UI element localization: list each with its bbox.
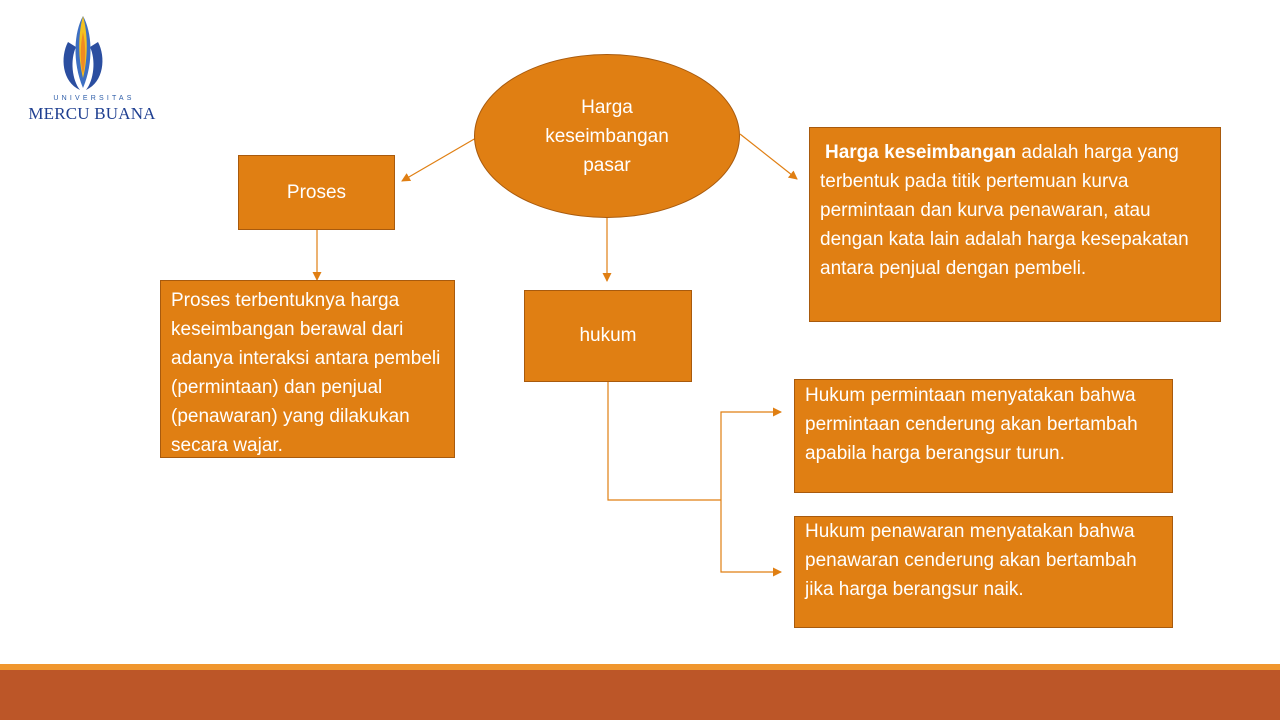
hukum-branch-connector xyxy=(608,382,721,500)
logo-name: MERCU BUANA xyxy=(28,104,156,123)
arrow-hukum-to-permintaan xyxy=(721,412,781,500)
proses-description-node xyxy=(160,280,455,458)
hukum-permintaan-text: Hukum permintaan menyatakan bahwa permintaan cenderung akan bertambah apabila harga berangsur turun. xyxy=(805,385,1138,464)
hukum-penawaran-node xyxy=(794,516,1173,628)
hukum-node xyxy=(524,290,692,382)
footer-band xyxy=(0,670,1280,720)
root-node-ellipse xyxy=(474,54,740,218)
hukum-label: hukum xyxy=(579,325,637,346)
definition-text: adalah harga yang terbentuk pada titik pertemuan kurva permintaan dan kurva penawaran, atau dengan kata lain adalah harga kesepakatan antara penjual dengan pembeli. xyxy=(820,142,1189,279)
definition-node xyxy=(809,127,1221,322)
definition-term: Harga keseimbangan xyxy=(825,142,1017,163)
root-node-label: Harga keseimbangan pasar xyxy=(545,96,669,176)
hukum-permintaan-node xyxy=(794,379,1173,493)
proses-node xyxy=(238,155,395,230)
arrow-root-to-definition xyxy=(740,134,797,179)
arrow-hukum-to-penawaran xyxy=(721,500,781,572)
proses-description-text: Proses terbentuknya harga keseimbangan berawal dari adanya interaksi antara pembeli (permintaan) dan penjual (penawaran) yang dilakukan secara wajar. xyxy=(171,290,441,456)
arrow-root-to-proses xyxy=(402,138,476,181)
proses-label: Proses xyxy=(286,181,347,203)
logo-subtitle: UNIVERSITAS xyxy=(53,95,135,102)
hukum-penawaran-text: Hukum penawaran menyatakan bahwa penawaran cenderung akan bertambah jika harga berangsur naik. xyxy=(805,521,1137,600)
